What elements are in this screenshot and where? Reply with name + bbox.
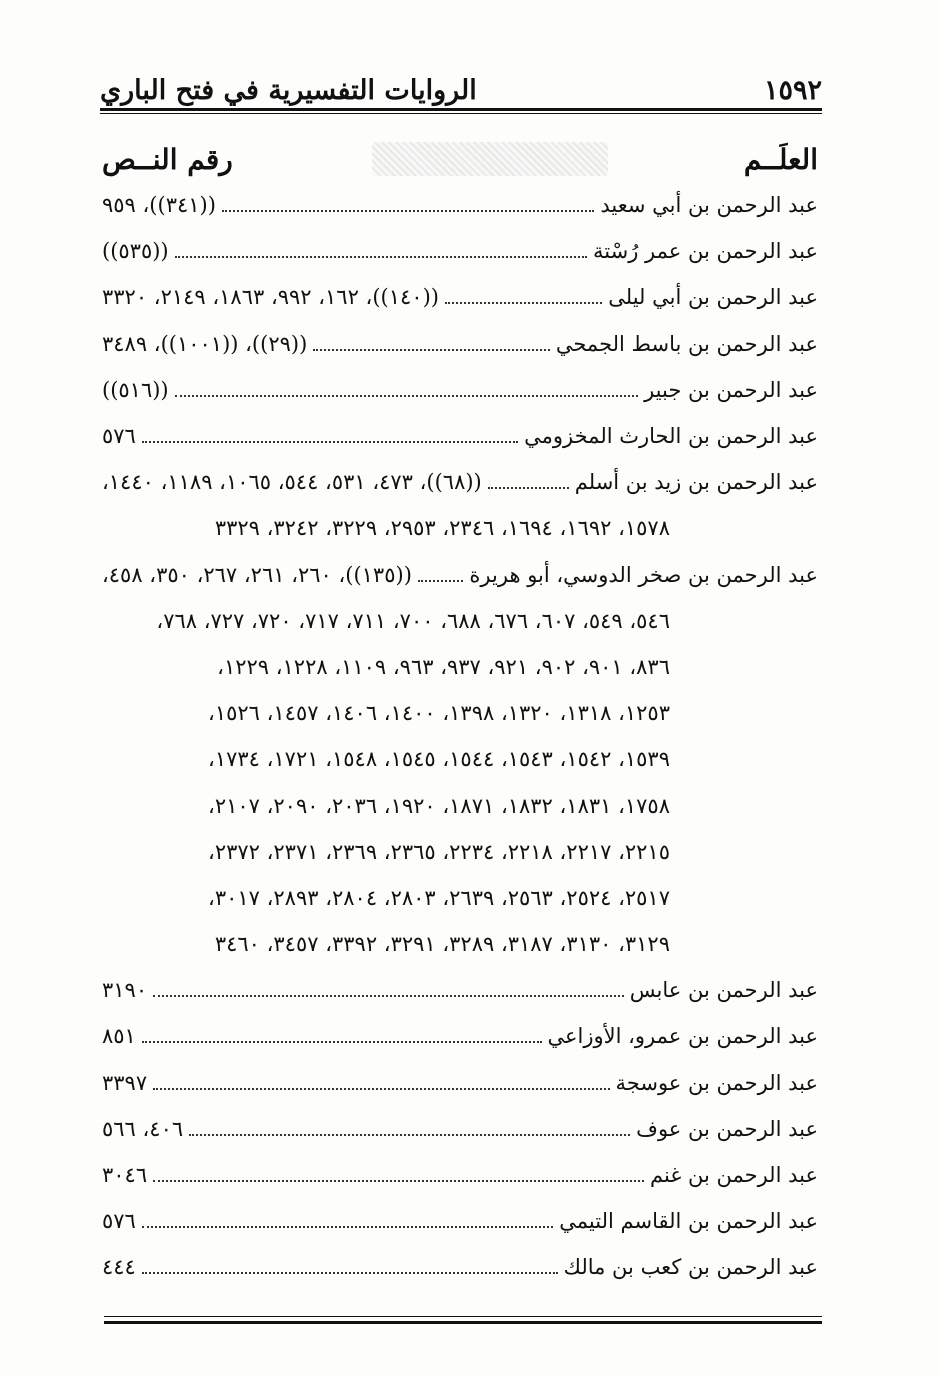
dot-leader	[142, 1041, 542, 1043]
entry-references: ٢٥١٧، ٢٥٢٤، ٢٥٦٣، ٢٦٣٩، ٢٨٠٣، ٢٨٠٤، ٢٨٩٣، ٣٠١٧،	[208, 885, 670, 910]
entry-references: ((٣٤١))، ٩٥٩	[102, 193, 216, 218]
entry-name: عبد الرحمن بن القاسم التيمي	[559, 1209, 818, 1234]
entry-references: ٨٥١	[102, 1024, 136, 1049]
index-entry	[102, 1198, 818, 1244]
dot-leader	[153, 995, 624, 997]
entry-references: ١٥٧٨، ١٦٩٢، ١٦٩٤، ٢٣٤٦، ٢٩٥٣، ٣٢٢٩، ٣٢٤٢، ٣٣٢٩	[214, 516, 670, 541]
footer-rule	[104, 1321, 822, 1324]
dot-leader	[175, 395, 638, 397]
entry-references: ١٧٥٨، ١٨٣١، ١٨٣٢، ١٨٧١، ١٩٢٠، ٢٠٣٦، ٢٠٩٠، ٢١٠٧،	[208, 793, 670, 818]
index-entry-continuation	[102, 921, 818, 967]
dot-leader	[153, 1088, 609, 1090]
index-entry-continuation	[102, 829, 818, 875]
entry-references: ٤٤٤	[102, 1255, 136, 1280]
entry-references: ٣١٩٠	[102, 978, 148, 1003]
entry-references: ((١٤٠))، ١٦٢، ٩٩٢، ١٨٦٣، ٢١٤٩، ٣٣٢٠	[102, 285, 439, 310]
entry-references: ((٦٨))، ٤٧٣، ٥٣١، ٥٤٤، ١٠٦٥، ١١٨٩، ١٤٤٠،	[102, 470, 482, 495]
reference-column-heading: رقم النــص	[102, 142, 233, 176]
dot-leader	[175, 256, 587, 258]
dot-leader	[488, 487, 569, 489]
name-column-heading: العلَــم	[743, 142, 818, 176]
entry-name: عبد الرحمن بن صخر الدوسي، أبو هريرة	[469, 562, 818, 587]
index-entry-continuation	[102, 782, 818, 828]
entry-references: ٣٣٩٧	[102, 1070, 148, 1095]
entry-references: ((٢٩))، ((١٠٠١))، ٣٤٨٩	[102, 331, 308, 356]
entry-references: ٥٧٦	[102, 424, 136, 449]
header-rule	[100, 108, 822, 111]
entry-name: عبد الرحمن بن أبي سعيد	[600, 193, 818, 218]
index-entry-continuation	[102, 505, 818, 551]
dot-leader	[189, 1134, 630, 1136]
dot-leader	[222, 210, 594, 212]
index-entry	[102, 552, 818, 598]
entry-references: ٣٠٤٦	[102, 1163, 148, 1188]
index-entry	[102, 1244, 818, 1290]
dot-leader	[142, 1272, 558, 1274]
footer-rule-thin	[104, 1316, 822, 1317]
entry-references: ١٢٥٣، ١٣١٨، ١٣٢٠، ١٣٩٨، ١٤٠٠، ١٤٠٦، ١٤٥٧، ١٥٢٦،	[208, 701, 670, 726]
index-entry	[102, 1013, 818, 1059]
dot-leader	[445, 302, 602, 304]
entry-references: ٢٢١٥، ٢٢١٧، ٢٢١٨، ٢٢٣٤، ٢٣٦٥، ٢٣٦٩، ٢٣٧١، ٢٣٧٢،	[208, 839, 670, 864]
entry-references: ((٥١٦))	[102, 377, 169, 402]
entry-name: عبد الرحمن بن باسط الجمحي	[555, 331, 818, 356]
index-entry	[102, 182, 818, 228]
entry-references: ٥٤٦، ٥٤٩، ٦٠٧، ٦٧٦، ٦٨٨، ٧٠٠، ٧١١، ٧١٧، ٧٢٠، ٧٢٧، ٧٦٨،	[156, 608, 670, 633]
header-rule-thin	[100, 113, 822, 114]
entry-name: عبد الرحمن بن عمر رُسْتة	[593, 239, 818, 264]
entry-references: ٤٠٦، ٥٦٦	[102, 1116, 184, 1141]
index-entry	[102, 459, 818, 505]
entry-references: ١٥٣٩، ١٥٤٢، ١٥٤٣، ١٥٤٤، ١٥٤٥، ١٥٤٨، ١٧٢١، ١٧٣٤،	[208, 747, 670, 772]
entry-name: عبد الرحمن بن عوف	[636, 1116, 818, 1141]
index-entry	[102, 274, 818, 320]
dot-leader	[418, 580, 464, 582]
entry-name: عبد الرحمن بن عابس	[629, 978, 818, 1003]
entry-references: ٥٧٦	[102, 1209, 136, 1234]
index-entry-continuation	[102, 690, 818, 736]
entry-references: ٣١٢٩، ٣١٣٠، ٣١٨٧، ٣٢٨٩، ٣٢٩١، ٣٣٩٢، ٣٤٥٧، ٣٤٦٠	[214, 932, 670, 957]
dot-leader	[142, 1226, 553, 1228]
index-entry	[102, 321, 818, 367]
entry-name: عبد الرحمن بن جبير	[644, 377, 818, 402]
index-entry	[102, 1060, 818, 1106]
index-entry	[102, 1152, 818, 1198]
dot-leader	[142, 441, 518, 443]
index-entry	[102, 967, 818, 1013]
entry-name: عبد الرحمن بن أبي ليلى	[608, 285, 818, 310]
index-entry	[102, 413, 818, 459]
index-entry-continuation	[102, 875, 818, 921]
index-entry-continuation	[102, 736, 818, 782]
page-number: ١٥٩٢	[763, 75, 822, 106]
index-entry	[102, 228, 818, 274]
entry-name: عبد الرحمن بن زيد بن أسلم	[574, 470, 818, 495]
entry-name: عبد الرحمن بن عمرو، الأوزاعي	[547, 1024, 818, 1049]
entry-references: ٨٣٦، ٩٠١، ٩٠٢، ٩٢١، ٩٣٧، ٩٦٣، ١١٠٩، ١٢٢٨، ١٢٢٩،	[217, 654, 670, 679]
column-headings	[102, 140, 818, 178]
index-entry-continuation	[102, 598, 818, 644]
entry-references: ((١٣٥))، ٢٦٠، ٢٦١، ٢٦٧، ٣٥٠، ٤٥٨،	[102, 562, 412, 587]
entry-references: ((٥٣٥))	[102, 239, 169, 264]
dot-leader	[153, 1180, 644, 1182]
heading-shade-ornament	[372, 142, 608, 176]
index-entry	[102, 1106, 818, 1152]
entry-name: عبد الرحمن بن كعب بن مالك	[563, 1255, 818, 1280]
entry-name: عبد الرحمن بن عوسجة	[615, 1070, 818, 1095]
running-header	[100, 64, 822, 104]
dot-leader	[313, 349, 550, 351]
entry-name: عبد الرحمن بن الحارث المخزومي	[524, 424, 818, 449]
index-entries	[102, 182, 818, 1291]
entry-name: عبد الرحمن بن غنم	[650, 1163, 818, 1188]
index-entry-continuation	[102, 644, 818, 690]
running-title: الروايات التفسيرية في فتح الباري	[100, 75, 477, 106]
index-entry	[102, 367, 818, 413]
